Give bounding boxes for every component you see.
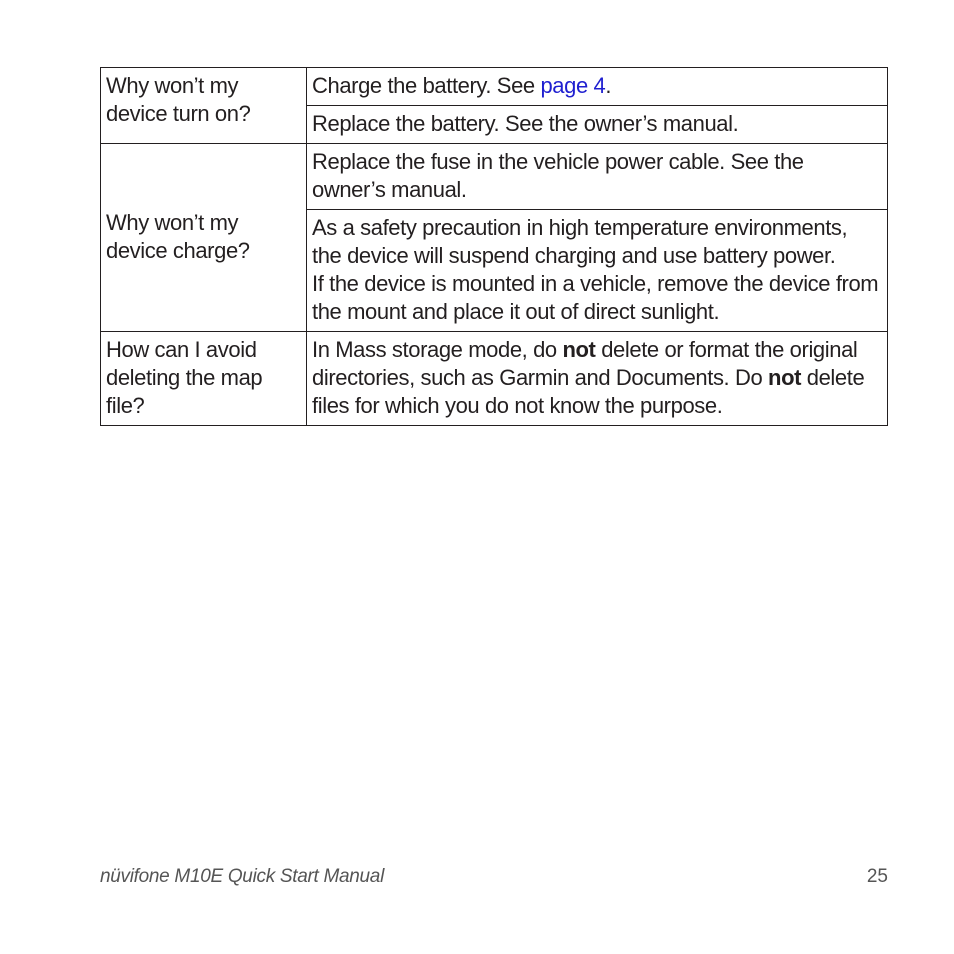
answer-text: Charge the battery. See: [312, 73, 541, 98]
answer-cell: [307, 106, 888, 144]
answer-cell: [307, 332, 888, 426]
question-cell: [101, 332, 307, 426]
table-row: [101, 68, 888, 106]
answer-text: .: [605, 73, 612, 98]
question-cell: [101, 144, 307, 332]
answer-text: delete files for which you do not know the purpose.: [312, 365, 865, 418]
answer-text: Replace the fuse in the vehicle power cable. See the owner’s manual.: [312, 149, 804, 202]
question-text: Why won’t my device turn on?: [106, 73, 251, 126]
answer-text: As a safety precaution in high temperature environments, the device will suspend charging and use battery power.: [312, 215, 848, 268]
question-cell: [101, 68, 307, 144]
emphasis-text: not: [768, 365, 802, 390]
answer-text: In Mass storage mode, do: [312, 337, 563, 362]
answer-cell: [307, 68, 888, 106]
table-row: [101, 332, 888, 426]
page-link[interactable]: page 4: [540, 73, 606, 98]
answer-text: delete or format the original directories, such as Garmin and Documents. Do: [312, 337, 858, 390]
answer-cell: [307, 210, 888, 332]
troubleshooting-table: [100, 67, 888, 426]
answer-cell: [307, 144, 888, 210]
footer-manual-title: nüvifone M10E Quick Start Manual: [100, 866, 384, 887]
table-row: [101, 144, 888, 210]
question-text: Why won’t my device charge?: [106, 210, 250, 263]
answer-text: If the device is mounted in a vehicle, remove the device from the mount and place it out of direct sunlight.: [312, 271, 879, 324]
answer-text: Replace the battery. See the owner’s manual.: [312, 111, 739, 136]
emphasis-text: not: [562, 337, 596, 362]
footer-page-number: 25: [866, 866, 888, 887]
question-text: How can I avoid deleting the map file?: [106, 337, 263, 418]
